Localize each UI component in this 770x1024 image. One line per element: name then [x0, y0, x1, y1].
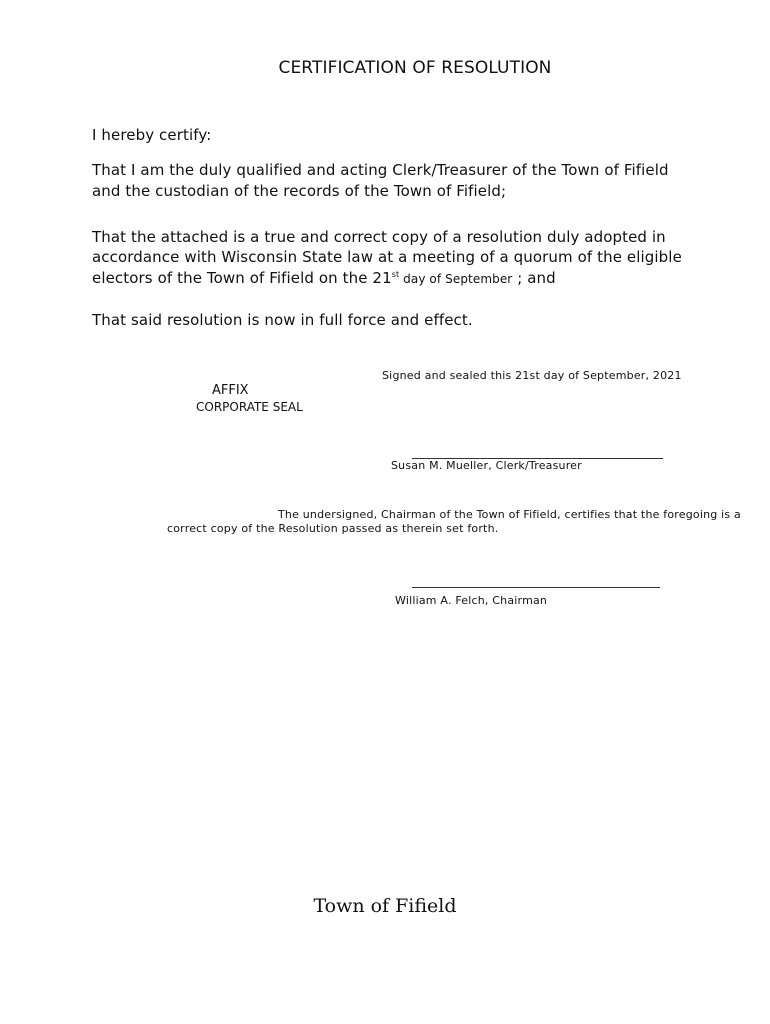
para1-line2: and the custodian of the records of the Town of Fifield; — [92, 182, 507, 200]
document-title: CERTIFICATION OF RESOLUTION — [278, 58, 552, 78]
para2-line3-prefix: electors of the Town of Fifield on the 21 — [92, 269, 392, 287]
para2-line3 — [92, 269, 556, 287]
chairman-cert-line2: correct copy of the Resolution passed as therein set forth. — [167, 522, 499, 535]
intro-text: I hereby certify: — [92, 126, 212, 144]
chairman-cert-line1: The undersigned, Chairman of the Town of Fifield, certifies that the foregoing is a — [278, 508, 741, 521]
para2-line3-suffix: ; and — [512, 269, 556, 287]
seal-line2: CORPORATE SEAL — [196, 400, 303, 414]
para2-line1: That the attached is a true and correct copy of a resolution duly adopted in — [92, 228, 666, 246]
footer-town-name: Town of Fifield — [313, 895, 457, 917]
para3-text: That said resolution is now in full force and effect. — [92, 311, 473, 329]
seal-line1: AFFIX — [212, 383, 249, 398]
para2-line2: accordance with Wisconsin State law at a meeting of a quorum of the eligible — [92, 248, 682, 266]
para2-line3-day: day of September — [399, 272, 513, 286]
chairman-signature-name: William A. Felch, Chairman — [395, 594, 548, 607]
para1-line1: That I am the duly qualified and acting Clerk/Treasurer of the Town of Fifield — [92, 161, 669, 179]
ordinal-suffix: st — [391, 270, 400, 279]
clerk-signature-name: Susan M. Mueller, Clerk/Treasurer — [391, 459, 582, 472]
chairman-signature-line — [412, 587, 660, 588]
signed-sealed-text: Signed and sealed this 21st day of September, 2021 — [382, 369, 682, 382]
